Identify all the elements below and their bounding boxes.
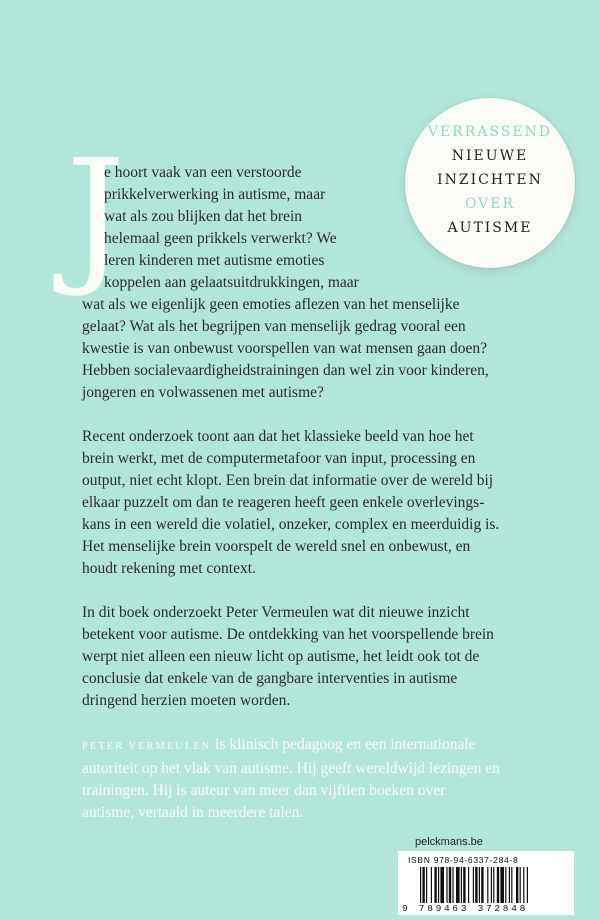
text-line: kans in een wereld die volatiel, onzeker, complex en meerduidig is. <box>82 516 500 533</box>
paragraph-research <box>82 426 522 580</box>
text-line: gelaat? Wat als het begrijpen van menselijk gedrag vooral een <box>82 318 466 335</box>
barcode-digits: 9 789463 372848 <box>402 903 529 914</box>
text-line: dringend herzien moeten worden. <box>82 692 291 709</box>
text-line: jongeren en volwassenen met autisme? <box>82 384 324 401</box>
publisher-url: pelckmans.be <box>415 836 483 848</box>
text-line: wat als we eigenlijk geen emoties aflezen van het menselijke <box>82 296 460 313</box>
back-cover-text <box>82 162 522 846</box>
text-line: helemaal geen prikkels verwerkt? We <box>104 230 337 247</box>
barcode-block <box>398 851 574 915</box>
badge-line-over: OVER <box>464 196 516 212</box>
author-bio-first-line <box>82 734 522 758</box>
text-line: wat als zou blijken dat het brein <box>104 208 302 225</box>
author-bio <box>82 734 522 824</box>
badge-line-nieuwe: NIEUWE <box>451 148 529 164</box>
text-line: Het menselijke brein voorspelt de wereld snel en onbewust, en <box>82 538 471 555</box>
text-line: houdt rekening met context. <box>82 560 256 577</box>
text-line: brein werkt, met de computermetafoor van input, processing en <box>82 450 476 467</box>
text-line: elkaar puzzelt om dan te reageren heeft geen enkele overlevings- <box>82 494 485 511</box>
paragraph-book <box>82 602 522 712</box>
text-line: werpt niet alleen een nieuw licht op autisme, het leidt ook tot de <box>82 648 480 665</box>
text-line: output, niet echt klopt. Een brein dat informatie over de wereld bij <box>82 472 494 489</box>
isbn-label: ISBN 978-94-6337-284-8 <box>408 855 519 865</box>
text-line: trainingen. Hij is auteur van meer dan vijftien boeken over <box>82 782 446 799</box>
text-line: autisme, vertaald in meerdere talen. <box>82 804 304 821</box>
badge-line-autisme: AUTISME <box>447 220 533 236</box>
barcode-icon <box>420 867 568 903</box>
badge-line-verrassend: VERRASSEND <box>427 124 553 140</box>
text-line: conclusie dat enkele van de gangbare interventies in autisme <box>82 670 458 687</box>
author-name: PETER VERMEULEN <box>82 741 212 752</box>
badge-line-inzichten: INZICHTEN <box>437 172 543 188</box>
text-line: Hebben socialevaardigheidstrainingen dan wel zin voor kinderen, <box>82 362 489 379</box>
text-line: betekent voor autisme. De ontdekking van het voorspellende brein <box>82 626 494 643</box>
drop-cap: J <box>66 128 126 300</box>
text-line: is klinisch pedagoog en een internationale <box>211 736 476 753</box>
text-line: koppelen aan gelaatsuitdrukkingen, maar <box>104 274 359 291</box>
text-line: kwestie is van onbewust voorspellen van wat mensen gaan doen? <box>82 340 488 357</box>
text-line: In dit boek onderzoekt Peter Vermeulen wat dit nieuwe inzicht <box>82 604 470 621</box>
paragraph-intro <box>82 162 522 404</box>
text-line: Recent onderzoek toont aan dat het klassieke beeld van hoe het <box>82 428 474 445</box>
text-line: leren kinderen met autisme emoties <box>104 252 325 269</box>
text-line: autoriteit op het vlak van autisme. Hij geeft wereldwijd lezingen en <box>82 760 500 777</box>
text-line: prikkelverwerking in autisme, maar <box>104 186 326 203</box>
text-line: e hoort vaak van een verstoorde <box>104 164 302 181</box>
